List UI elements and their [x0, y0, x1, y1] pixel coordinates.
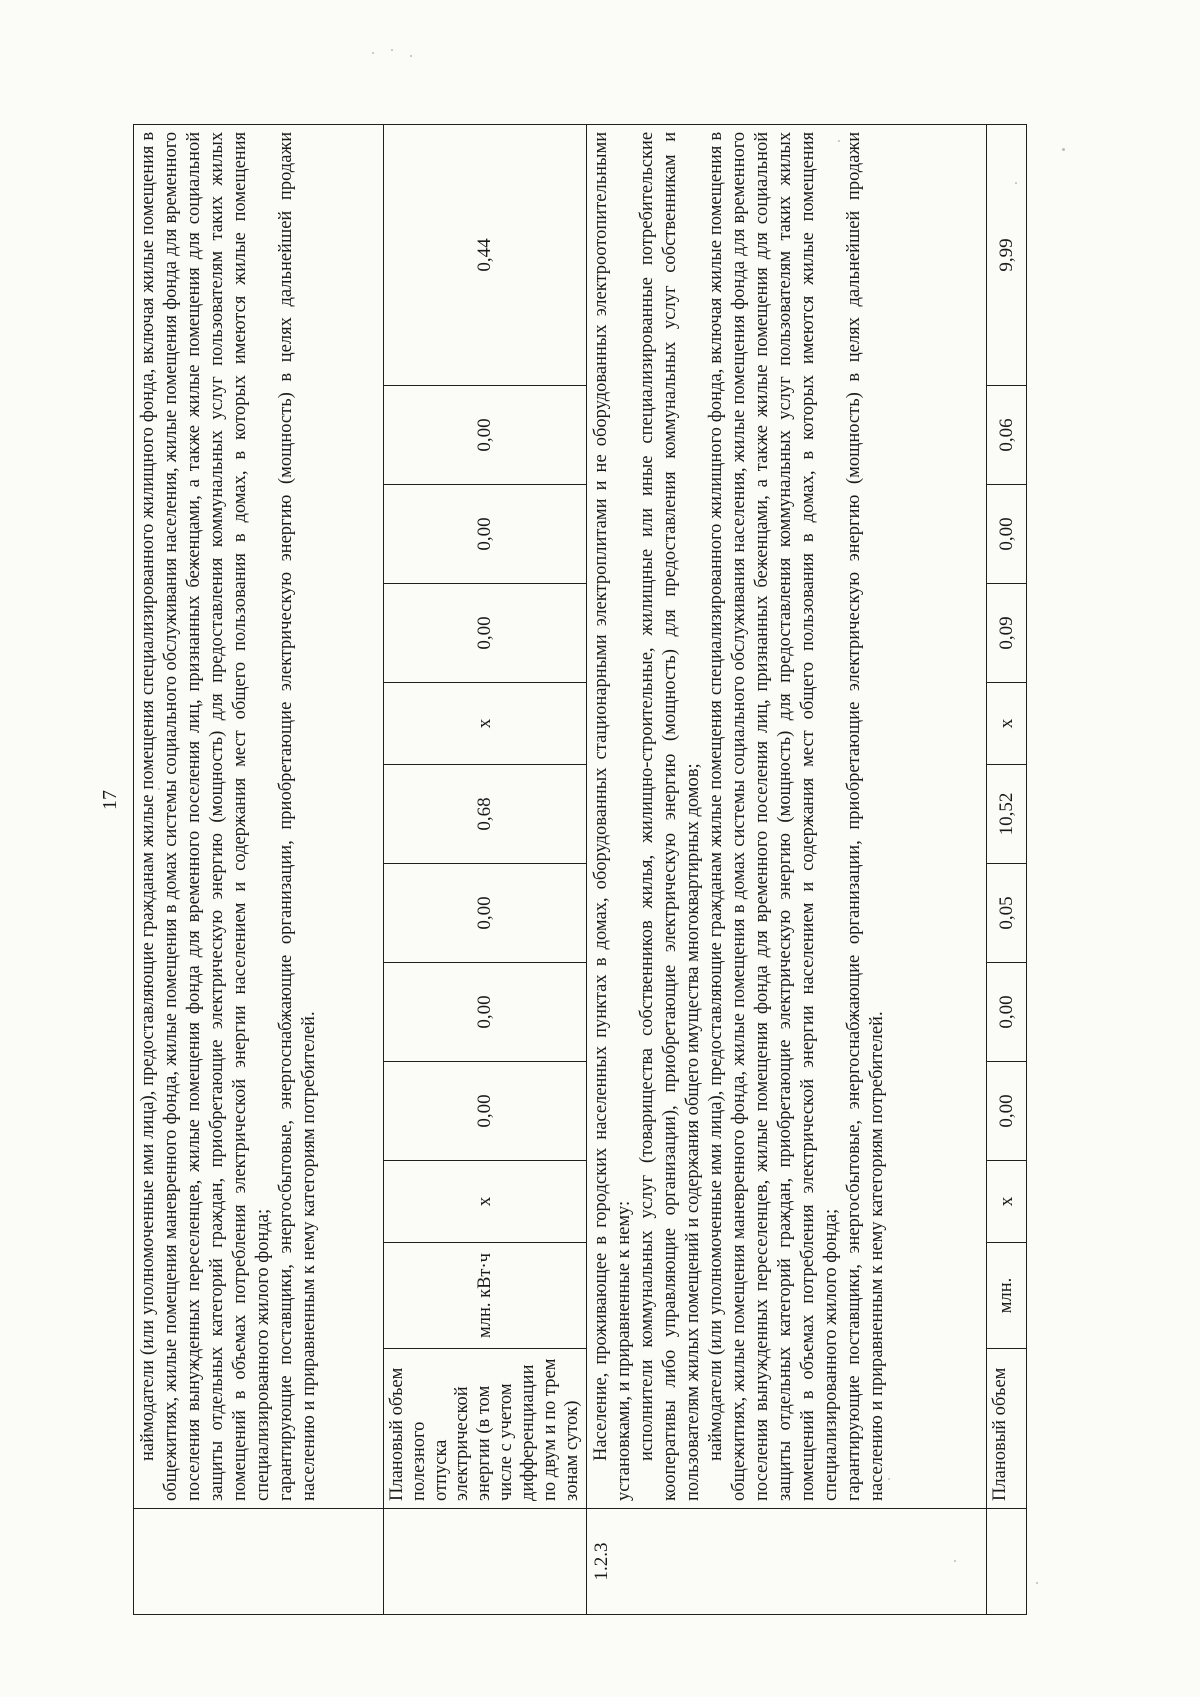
row-number: 1.2.3	[587, 1509, 987, 1615]
value-cell: 10,52	[987, 765, 1027, 864]
value-cell: х	[384, 1161, 587, 1243]
consumer-category-text	[587, 124, 987, 1508]
text-paragraph: наймодатели (или уполномоченные ими лица), предоставляющие гражданам жилые помещения специализированного жилищного фонда, включая жилые помещения в общежитиях, жилые помещения маневренного фонда, жилые помещения в домах системы социального обслуживания населения, жилые помещения фонда для временного поселения вынужденных переселенцев, жилые помещения фонда для временного поселения лиц, признанных беженцами, а также жилые помещения для социальной защиты отдельных категорий граждан, приобретающие электрическую энергию (мощность) для предоставления коммунальных услуг пользователям таких жилых помещений в объемах потребления электрической энергии населением и содержания мест общего пользования в домах, в которых имеются жилые помещения специализированного жилого фонда;	[138, 131, 273, 1501]
value-cell: 0,00	[384, 386, 587, 485]
consumer-category-text	[134, 124, 384, 1508]
value-cell: 0,06	[987, 386, 1027, 485]
value-cell: 0,00	[987, 963, 1027, 1062]
text-paragraph: Население, проживающее в городских населенных пунктах в домах, оборудованных стационарными электроплитами и не оборудованных электроотопительными установками, и приравненные к нему:	[591, 131, 635, 1501]
scan-speck	[1062, 148, 1065, 151]
text-paragraph: исполнители коммунальных услуг (товарищества собственников жилья, жилищно-строительные, жилищные или иные специализированные потребительские кооперативы либо управляющие организации), приобретающие электрическую энергию (мощность) для предоставления коммунальных услуг собственникам и пользователям жилых помещений и содержания общего имущества многоквартирных домов;	[637, 131, 704, 1501]
text-paragraph: гарантирующие поставщики, энергосбытовые, энергоснабжающие организации, приобретающие электрическую энергию (мощность) в целях дальнейшей продажи населению и приравненным к нему категориям потребителей.	[843, 131, 887, 1501]
row-number	[134, 1509, 384, 1615]
value-cell: х	[987, 683, 1027, 765]
unit-cell: млн. кВт·ч	[384, 1243, 587, 1349]
value-cell: 0,00	[384, 1062, 587, 1161]
text-paragraph: наймодатели (или уполномоченные ими лица), предоставляющие гражданам жилые помещения специализированного жилищного фонда, включая жилые помещения в общежитиях, жилые помещения маневренного фонда, жилые помещения в домах системы социального обслуживания населения, жилые помещения фонда для временного поселения вынужденных переселенцев, жилые помещения фонда для временного поселения лиц, признанных беженцами, а также жилые помещения для социальной защиты отдельных категорий граждан, приобретающие электрическую энергию (мощность) для предоставления коммунальных услуг пользователям таких жилых помещений в объемах потребления электрической энергии населением и содержания мест общего пользования в домах, в которых имеются жилые помещения специализированного жилого фонда;	[706, 131, 841, 1501]
table-row	[134, 124, 384, 1614]
value-cell: 0,00	[384, 963, 587, 1062]
row-number	[987, 1509, 1027, 1615]
value-cell: 0,00	[987, 485, 1027, 584]
page-number: 17	[99, 790, 121, 810]
value-cell: 0,00	[987, 1062, 1027, 1161]
scan-speck	[410, 55, 412, 57]
value-cell: х	[384, 683, 587, 765]
rotated-table-section	[133, 125, 1018, 1615]
table-row	[587, 124, 987, 1614]
value-cell: 0,09	[987, 584, 1027, 683]
text-paragraph: гарантирующие поставщики, энергосбытовые, энергоснабжающие организации, приобретающие электрическую энергию (мощность) в целях дальнейшей продажи населению и приравненным к нему категориям потребителей.	[275, 131, 319, 1501]
value-cell: 0,44	[384, 124, 587, 385]
tariff-balance-table	[133, 124, 1027, 1615]
table-row	[384, 124, 587, 1614]
scan-speck	[1036, 1582, 1038, 1584]
value-cell: 0,00	[384, 485, 587, 584]
value-cell: 0,00	[384, 864, 587, 963]
table-row	[987, 124, 1027, 1614]
scan-speck	[372, 52, 374, 54]
value-cell: 9,99	[987, 124, 1027, 385]
indicator-label: Плановый объем полезного отпуска электрической энергии (в том числе с учетом дифференциации по двум и по трем зонам суток)	[384, 1349, 587, 1509]
value-cell: 0,05	[987, 864, 1027, 963]
indicator-label: Плановый объем	[987, 1349, 1027, 1509]
value-cell: 0,68	[384, 765, 587, 864]
row-number	[384, 1509, 587, 1615]
scan-speck	[391, 49, 393, 51]
value-cell: 0,00	[384, 584, 587, 683]
value-cell: х	[987, 1161, 1027, 1243]
unit-cell: млн.	[987, 1243, 1027, 1349]
